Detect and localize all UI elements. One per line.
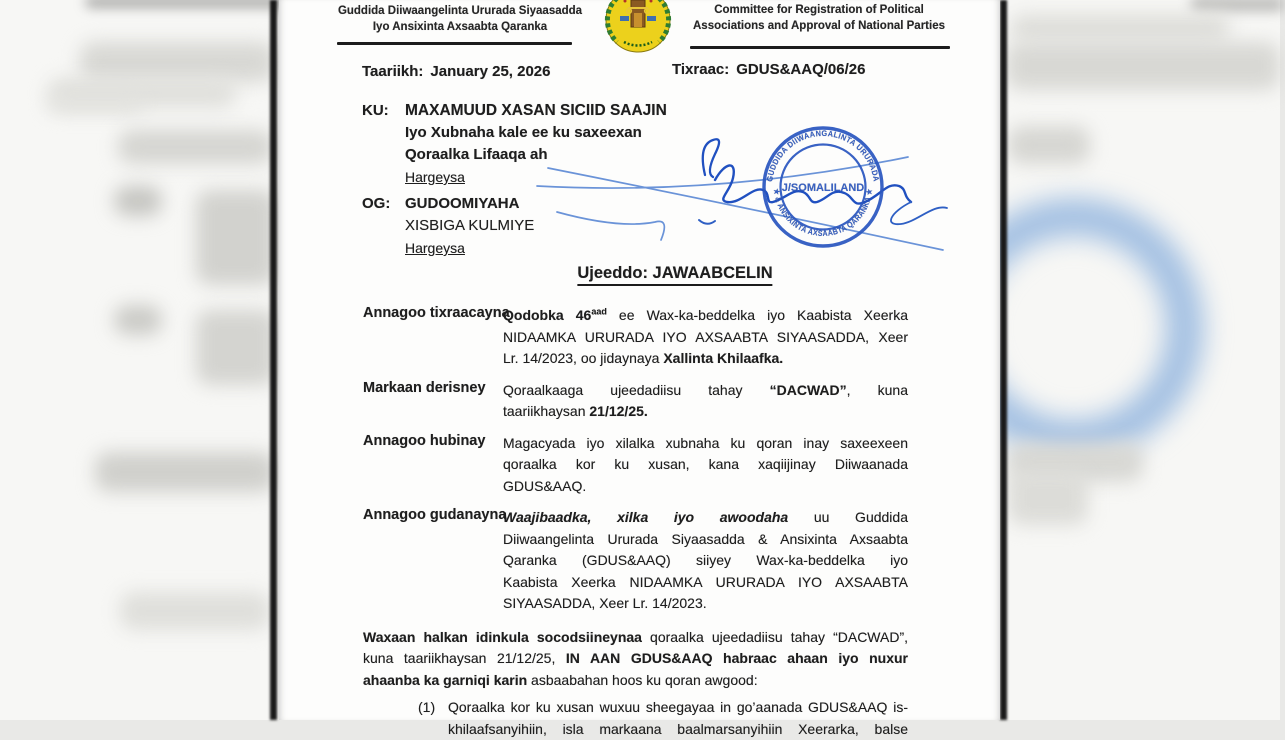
blurred-text-blob xyxy=(48,96,143,112)
background-blur-right xyxy=(1006,0,1280,720)
blurred-text-blob xyxy=(1006,42,1280,90)
org-name-english xyxy=(684,3,954,34)
official-stamp xyxy=(761,125,885,249)
addressee-line: Qoraalka Lifaaqa ah xyxy=(405,144,667,166)
somaliland-national-emblem-icon xyxy=(604,0,672,54)
ku-label: KU: xyxy=(362,100,389,122)
blurred-smear xyxy=(1190,0,1285,12)
text-segment: Waajibaadka, xilka iyo awoodaha xyxy=(503,509,788,525)
item-text xyxy=(448,697,908,740)
reference-label: Tixraac: xyxy=(672,61,729,78)
org-name-english-line2: Associations and Approval of National Parties xyxy=(684,19,954,35)
blurred-text-blob xyxy=(114,186,162,216)
blurred-text-blob xyxy=(95,452,275,492)
svg-text:GUDDIDA DIIWAANGALINTA URURADA: GUDDIDA DIIWAANGALINTA URURADA xyxy=(765,129,881,182)
text-segment: Diiwaangelinta Ururada Siyaasadda & Ansixinta Axsaabta xyxy=(503,531,908,547)
blurred-text-blob xyxy=(114,305,162,335)
text-segment: Qaranka (GDUS&AAQ) siiyey Wax-ka-beddelka iyo xyxy=(503,552,908,568)
text-line xyxy=(363,670,908,692)
text-line xyxy=(503,550,908,572)
text-segment: Qodobka 46 xyxy=(503,307,591,323)
row-label: Annagoo tixraacayna xyxy=(363,305,510,321)
text-segment: GDUS&AAQ. xyxy=(503,478,586,494)
org-name-somali xyxy=(335,4,585,35)
text-segment: IN AAN GDUS&AAQ habraac ahaan iyo nuxur xyxy=(566,650,908,666)
org-name-somali-line1: Guddida Diiwaangelinta Ururada Siyaasadda xyxy=(335,4,585,20)
row-text xyxy=(503,305,908,370)
row-text xyxy=(503,507,908,615)
addressee-name: MAXAMUUD XASAN SICIID SAAJIN xyxy=(405,100,667,122)
text-line xyxy=(363,648,908,670)
body-rows xyxy=(363,305,908,740)
text-line xyxy=(363,627,908,649)
row-text xyxy=(503,380,908,423)
text-segment: ahaanba ka garniqi karin xyxy=(363,672,527,688)
text-line xyxy=(503,572,908,594)
text-line xyxy=(448,697,908,719)
date-value: January 25, 2026 xyxy=(430,63,550,80)
stamp-center-text: J/SOMALILAND xyxy=(782,182,865,194)
item-number: (1) xyxy=(418,697,435,719)
text-line xyxy=(503,433,908,455)
date-line xyxy=(362,63,551,80)
text-line xyxy=(503,348,908,370)
signature-ink xyxy=(509,128,969,268)
addressee-line: Iyo Xubnaha kale ee ku saxeexan xyxy=(405,122,667,144)
cc-title: GUDOOMIYAHA xyxy=(405,193,534,215)
text-segment: 21/12/25. xyxy=(589,403,647,419)
blurred-text-blob xyxy=(1008,470,1088,525)
background-blur-left xyxy=(0,0,272,720)
addressee-city: Hargeysa xyxy=(405,166,667,188)
blurred-text-blob xyxy=(196,190,276,285)
body-row xyxy=(363,433,908,498)
text-segment: Qoraalkaaga ujeedadiisu tahay xyxy=(503,382,770,398)
subject-heading: Ujeeddo: JAWAABCELIN xyxy=(577,264,772,286)
text-segment: Magacyada iyo xilalka xubnaha ku qoran inay saxeexeen xyxy=(503,435,908,451)
header-rule-right xyxy=(690,46,950,49)
closing-paragraph xyxy=(363,627,908,692)
text-segment: NIDAAMKA URURADA IYO AXSAABTA SIYAASADDA, Xeer xyxy=(503,329,908,345)
row-text xyxy=(503,433,908,498)
body-row xyxy=(363,507,908,615)
text-segment: Xallinta Khilaafka. xyxy=(663,350,783,366)
text-segment: khilaafsanyihiin, isla markaana baalmarsanyihiin Xeerarka, balse xyxy=(448,721,908,737)
row-label: Markaan derisney xyxy=(363,380,486,396)
svg-text:★ & ANSIXINTA AXSAABTA QARANKA: ★ & ANSIXINTA AXSAABTA QARANKA ★ xyxy=(772,188,874,238)
page-edge-right xyxy=(1000,0,1007,720)
row-label: Annagoo hubinay xyxy=(363,433,485,449)
document-page xyxy=(279,0,1000,720)
blurred-text-blob xyxy=(120,592,270,630)
text-segment: Kaabista Xeerka NIDAAMKA URURADA IYO AXSAABTA xyxy=(503,574,908,590)
text-segment: , kuna xyxy=(847,382,908,398)
text-line xyxy=(503,476,908,498)
text-line xyxy=(503,401,908,423)
reference-line xyxy=(672,61,865,78)
cc-city: Hargeysa xyxy=(405,237,534,259)
cc-line: XISBIGA KULMIYE xyxy=(405,215,534,237)
text-line xyxy=(503,529,908,551)
blurred-text-blob xyxy=(1008,126,1090,164)
text-line xyxy=(503,593,908,615)
text-segment: kuna taariikhaysan 21/12/25, xyxy=(363,650,566,666)
text-line xyxy=(503,327,908,349)
body-row xyxy=(363,380,908,423)
text-segment: aad xyxy=(591,306,607,316)
reference-value: GDUS&AAQ/06/26 xyxy=(736,61,865,78)
blurred-text-blob xyxy=(80,42,275,82)
date-label: Taariikh: xyxy=(362,63,423,80)
text-segment: SIYAASADDA, Xeer Lr. 14/2023. xyxy=(503,595,707,611)
text-line xyxy=(503,454,908,476)
blurred-text-blob xyxy=(196,310,276,385)
page-edge-left xyxy=(270,0,277,720)
text-line xyxy=(503,507,908,529)
text-segment: qoraalka kor ku xusan, kana xaqiijinay Diiwaanada xyxy=(503,456,908,472)
blurred-text-blob xyxy=(118,130,273,164)
text-segment: taariikhaysan xyxy=(503,403,589,419)
body-row xyxy=(363,305,908,370)
text-segment: Waxaan halkan idinkula socodsiineynaa xyxy=(363,629,642,645)
text-segment: qoraalka ujeedadiisu tahay “DACWAD”, xyxy=(642,629,908,645)
org-name-english-line1: Committee for Registration of Political xyxy=(684,3,954,19)
text-line xyxy=(503,380,908,402)
org-name-somali-line2: Iyo Ansixinta Axsaabta Qaranka xyxy=(335,20,585,36)
text-segment: Lr. 14/2023, oo jidaynaya xyxy=(503,350,663,366)
text-segment: “DACWAD” xyxy=(770,382,847,398)
text-segment: ee Wax-ka-beddelka iyo Kaabista Xeerka xyxy=(607,307,908,323)
text-segment: uu Guddida xyxy=(788,509,908,525)
text-line xyxy=(448,719,908,740)
row-label: Annagoo gudanayna xyxy=(363,507,506,523)
text-line xyxy=(503,305,908,327)
blurred-text-blob xyxy=(1010,14,1230,42)
text-segment: asbaabahan hoos ku qoran awgood: xyxy=(527,672,757,688)
numbered-item xyxy=(363,697,908,740)
og-label: OG: xyxy=(362,193,390,215)
header-rule-left xyxy=(337,42,572,45)
text-segment: Qoraalka kor ku xusan wuxuu sheegayaa in go’aanada GDUS&AAQ is- xyxy=(448,699,908,715)
